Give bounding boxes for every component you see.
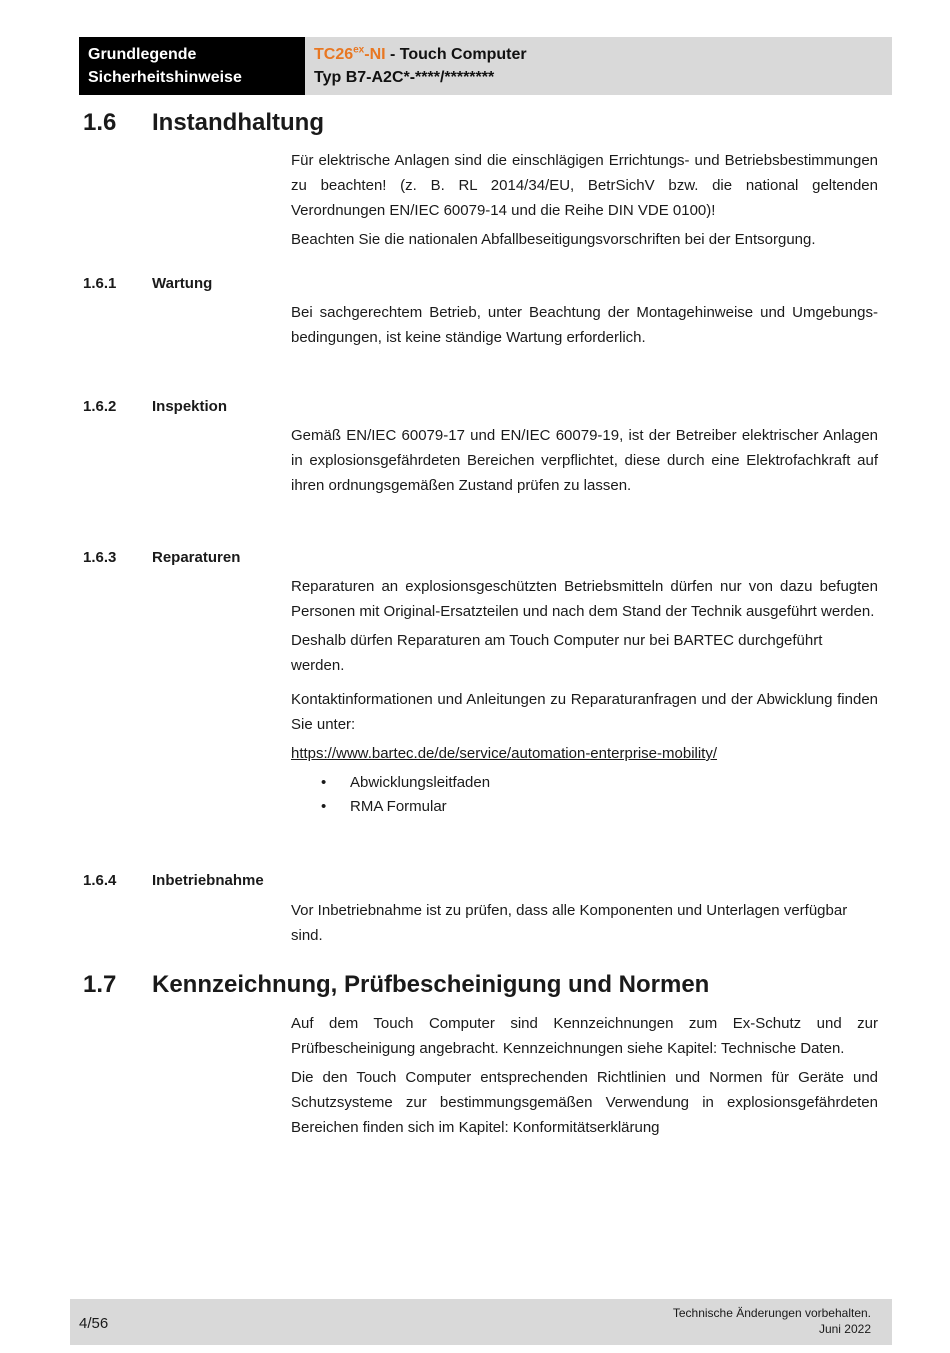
product-code-sup: ex <box>353 44 365 56</box>
section-title: Inbetriebnahme <box>152 872 264 889</box>
paragraph: Deshalb dürfen Reparaturen am Touch Computer nur bei BARTEC durchgeführt werden. <box>291 632 823 674</box>
bullet-list <box>291 771 878 819</box>
paragraph: Für elektrische Anlagen sind die einschlägigen Errichtungs- und Betriebsbestimmungen zu beachten! (z. B. RL 2014/34/EU, BetrSichV bzw. die national geltenden Verordnungen EN/IEC 60079-14 und die Reihe DIN VDE 0100)! <box>291 152 878 219</box>
section-number: 1.6.3 <box>83 549 117 566</box>
header-chapter-line1: Grundlegende <box>88 46 197 63</box>
section-number: 1.6.4 <box>83 872 117 889</box>
paragraph: Reparaturen an explosionsgeschützten Betriebsmitteln dürfen nur von dazu befugten Personen mit Original-Ersatzteilen und nach dem Stand der Technik ausgeführt werden. <box>291 578 878 620</box>
paragraph: Gemäß EN/IEC 60079-17 und EN/IEC 60079-19, ist der Betreiber elektrischer Anlagen in explosionsgefährdeten Bereichen verpflichtet, diese durch eine Elektrofachkraft auf ihren ordnungsgemäßen Zustand prüfen zu lassen. <box>291 427 878 494</box>
section-title: Reparaturen <box>152 549 241 566</box>
section-number: 1.6.1 <box>83 275 117 292</box>
section-title: Wartung <box>152 275 213 292</box>
paragraph: Beachten Sie die nationalen Abfallbeseitigungsvorschriften bei der Entsorgung. <box>291 231 816 248</box>
service-link[interactable]: https://www.bartec.de/de/service/automation-enterprise-mobility/ <box>291 745 718 762</box>
page-header <box>79 37 892 95</box>
section-title: Instandhaltung <box>152 109 324 136</box>
list-item <box>291 771 878 795</box>
page-number: 4/56 <box>79 1315 109 1332</box>
section-title: Kennzeichnung, Prüfbescheinigung und Normen <box>152 971 710 998</box>
list-item-label: Abwicklungsleitfaden <box>350 774 491 791</box>
paragraph: Vor Inbetriebnahme ist zu prüfen, dass alle Komponenten und Unterlagen verfügbar sind. <box>291 902 848 944</box>
list-item <box>291 795 878 819</box>
header-chapter-line2: Sicherheitshinweise <box>88 69 242 86</box>
paragraph: Kontaktinformationen und Anleitungen zu Reparaturanfragen und der Abwicklung finden Sie unter: <box>291 691 878 733</box>
product-name: - Touch Computer <box>385 46 527 63</box>
section-title: Inspektion <box>152 398 228 415</box>
bullet-icon: • <box>321 798 327 815</box>
header-product-line <box>314 43 883 66</box>
paragraph: Die den Touch Computer entsprechenden Richtlinien und Normen für Geräte und Schutzsysteme zur bestimmungsgemäßen Verwendung in explosionsgefährdeten Bereichen finden sich im Kapitel: Konformitätserklärung <box>291 1069 878 1136</box>
product-code-suffix: -NI <box>364 46 386 63</box>
header-chapter <box>79 37 305 95</box>
footer-date: Juni 2022 <box>818 1322 871 1336</box>
footer-notice-text: Technische Änderungen vorbehalten. <box>672 1306 871 1320</box>
header-type-line: Typ B7-A2C*-****/******** <box>314 69 495 86</box>
paragraph: Auf dem Touch Computer sind Kennzeichnungen zum Ex-Schutz und zur Prüfbescheinigung angebracht. Kennzeichnungen siehe Kapitel: Technische Daten. <box>291 1015 878 1057</box>
section-number: 1.6 <box>83 109 117 136</box>
bullet-icon: • <box>321 774 327 791</box>
section-number: 1.6.2 <box>83 398 117 415</box>
link-paragraph <box>291 741 878 766</box>
footer-notice <box>673 1305 871 1337</box>
header-product <box>305 37 892 95</box>
paragraph: Bei sachgerechtem Betrieb, unter Beachtung der Montagehinweise und Umgebungs-bedingungen, ist keine ständige Wartung erforderlich. <box>291 304 878 346</box>
page-footer <box>70 1299 892 1345</box>
section-number: 1.7 <box>83 971 117 998</box>
product-code: TC26 <box>314 46 354 63</box>
list-item-label: RMA Formular <box>350 798 447 815</box>
